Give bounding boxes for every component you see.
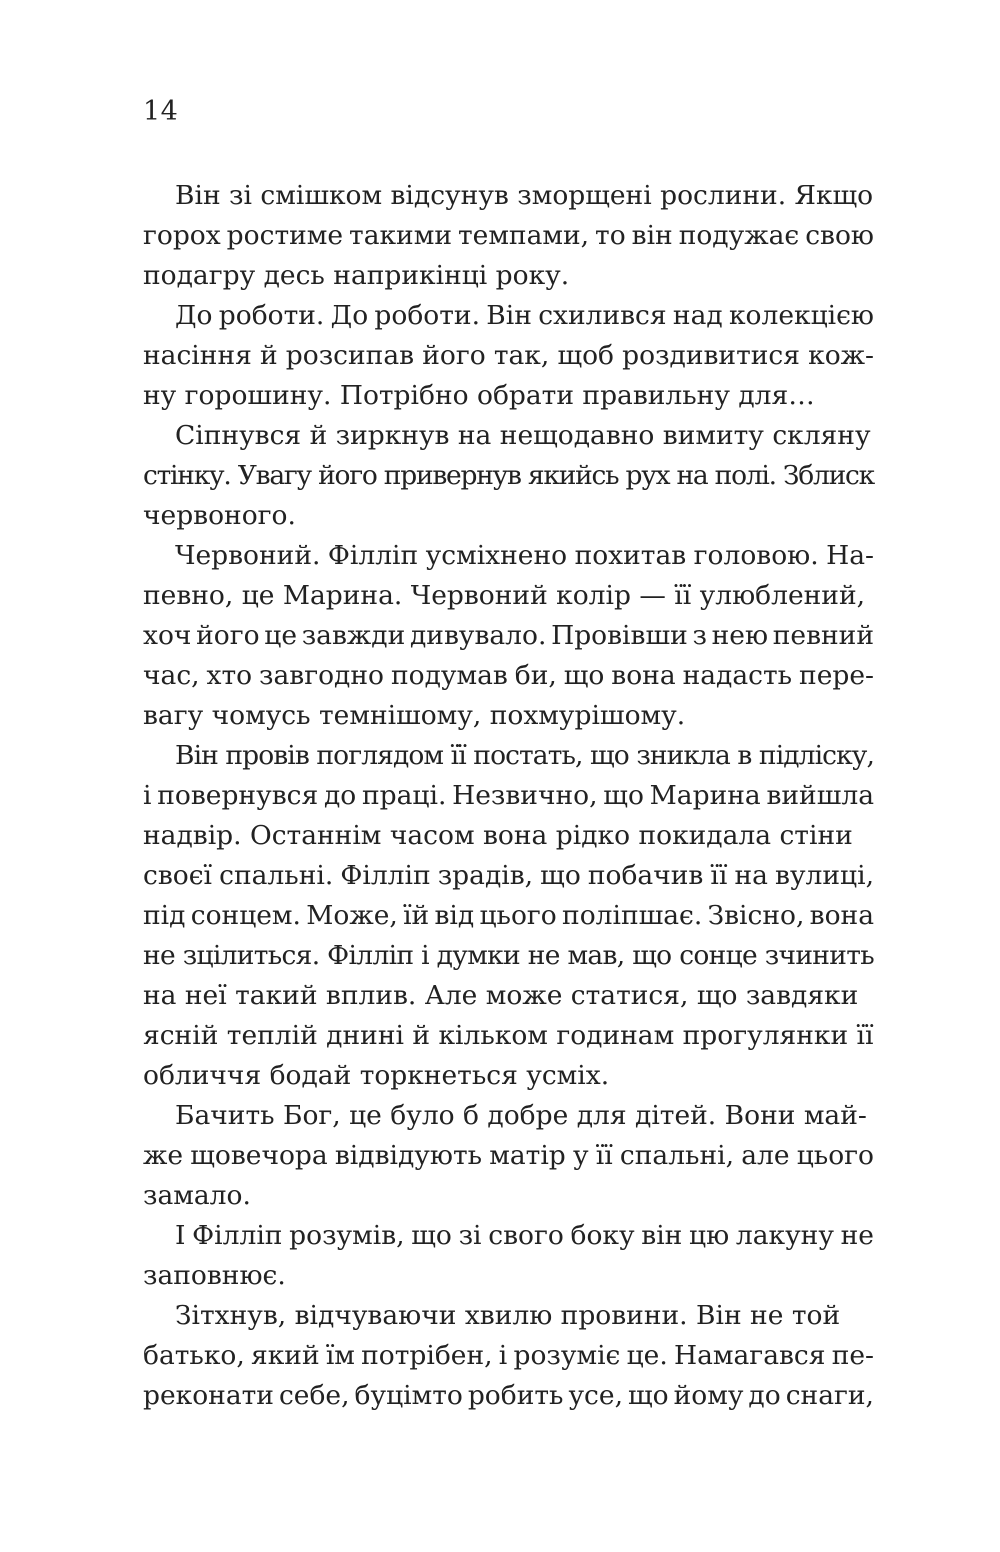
text-line: До роботи. До роботи. Він схилився над колекцією	[175, 300, 874, 331]
body-text	[143, 176, 874, 1416]
text-line: подагру десь наприкінці року.	[143, 260, 570, 291]
text-line: хоч його це завжди дивувало. Провівши з нею певний	[143, 620, 874, 651]
text-line: і повернувся до праці. Незвично, що Марина вийшла	[143, 780, 874, 811]
text-line: червоного.	[143, 500, 296, 531]
text-line: Бачить Бог, це було б добре для дітей. Вони май-	[175, 1100, 867, 1131]
text-line: час, хто завгодно подумав би, що вона надасть пере-	[143, 660, 874, 691]
text-line: Він провів поглядом її постать, що зникла в підліску,	[175, 740, 874, 771]
text-line: же щовечора відвідують матір у її спальні, але цього	[143, 1140, 874, 1171]
text-line: ну горошину. Потрібно обрати правильну для…	[143, 380, 815, 411]
text-line: Зітхнув, відчуваючи хвилю провини. Він не той	[175, 1300, 841, 1331]
text-line: замало.	[143, 1180, 251, 1211]
text-line: надвір. Останнім часом вона рідко покидала стіни	[143, 820, 853, 851]
text-line: на неї такий вплив. Але може статися, що завдяки	[143, 980, 859, 1011]
text-line: реконати себе, буцімто робить усе, що йому до снаги,	[143, 1380, 874, 1411]
text-line: обличчя бодай торкнеться усміх.	[143, 1060, 610, 1091]
text-line: своєї спальні. Філліп зрадів, що побачив її на вулиці,	[143, 860, 874, 891]
text-line: під сонцем. Може, їй від цього поліпшає. Звісно, вона	[143, 900, 874, 931]
page-number: 14	[143, 96, 179, 127]
text-line: Сіпнувся й зиркнув на нещодавно вимиту скляну	[175, 420, 871, 451]
text-line: вагу чомусь темнішому, похмурішому.	[143, 700, 686, 731]
text-line: горох ростиме такими темпами, то він подужає свою	[143, 220, 874, 251]
text-line: певно, це Марина. Червоний колір — її улюблений,	[143, 580, 866, 611]
text-line: не зцілиться. Філліп і думки не мав, що сонце зчинить	[143, 940, 874, 971]
text-line: батько, який їм потрібен, і розуміє це. Намагався пе-	[143, 1340, 874, 1371]
text-line: стінку. Увагу його привернув якийсь рух на полі. Зблиск	[143, 460, 874, 491]
text-line: І Філліп розумів, що зі свого боку він цю лакуну не	[175, 1220, 874, 1251]
text-line: Червоний. Філліп усміхнено похитав головою. На-	[175, 540, 874, 571]
text-line: насіння й розсипав його так, щоб роздивитися кож-	[143, 340, 874, 371]
text-line: заповнює.	[143, 1260, 286, 1291]
text-line: ясній теплій днині й кільком годинам прогулянки її	[143, 1020, 874, 1051]
text-line: Він зі смішком відсунув зморщені рослини. Якщо	[175, 180, 874, 211]
